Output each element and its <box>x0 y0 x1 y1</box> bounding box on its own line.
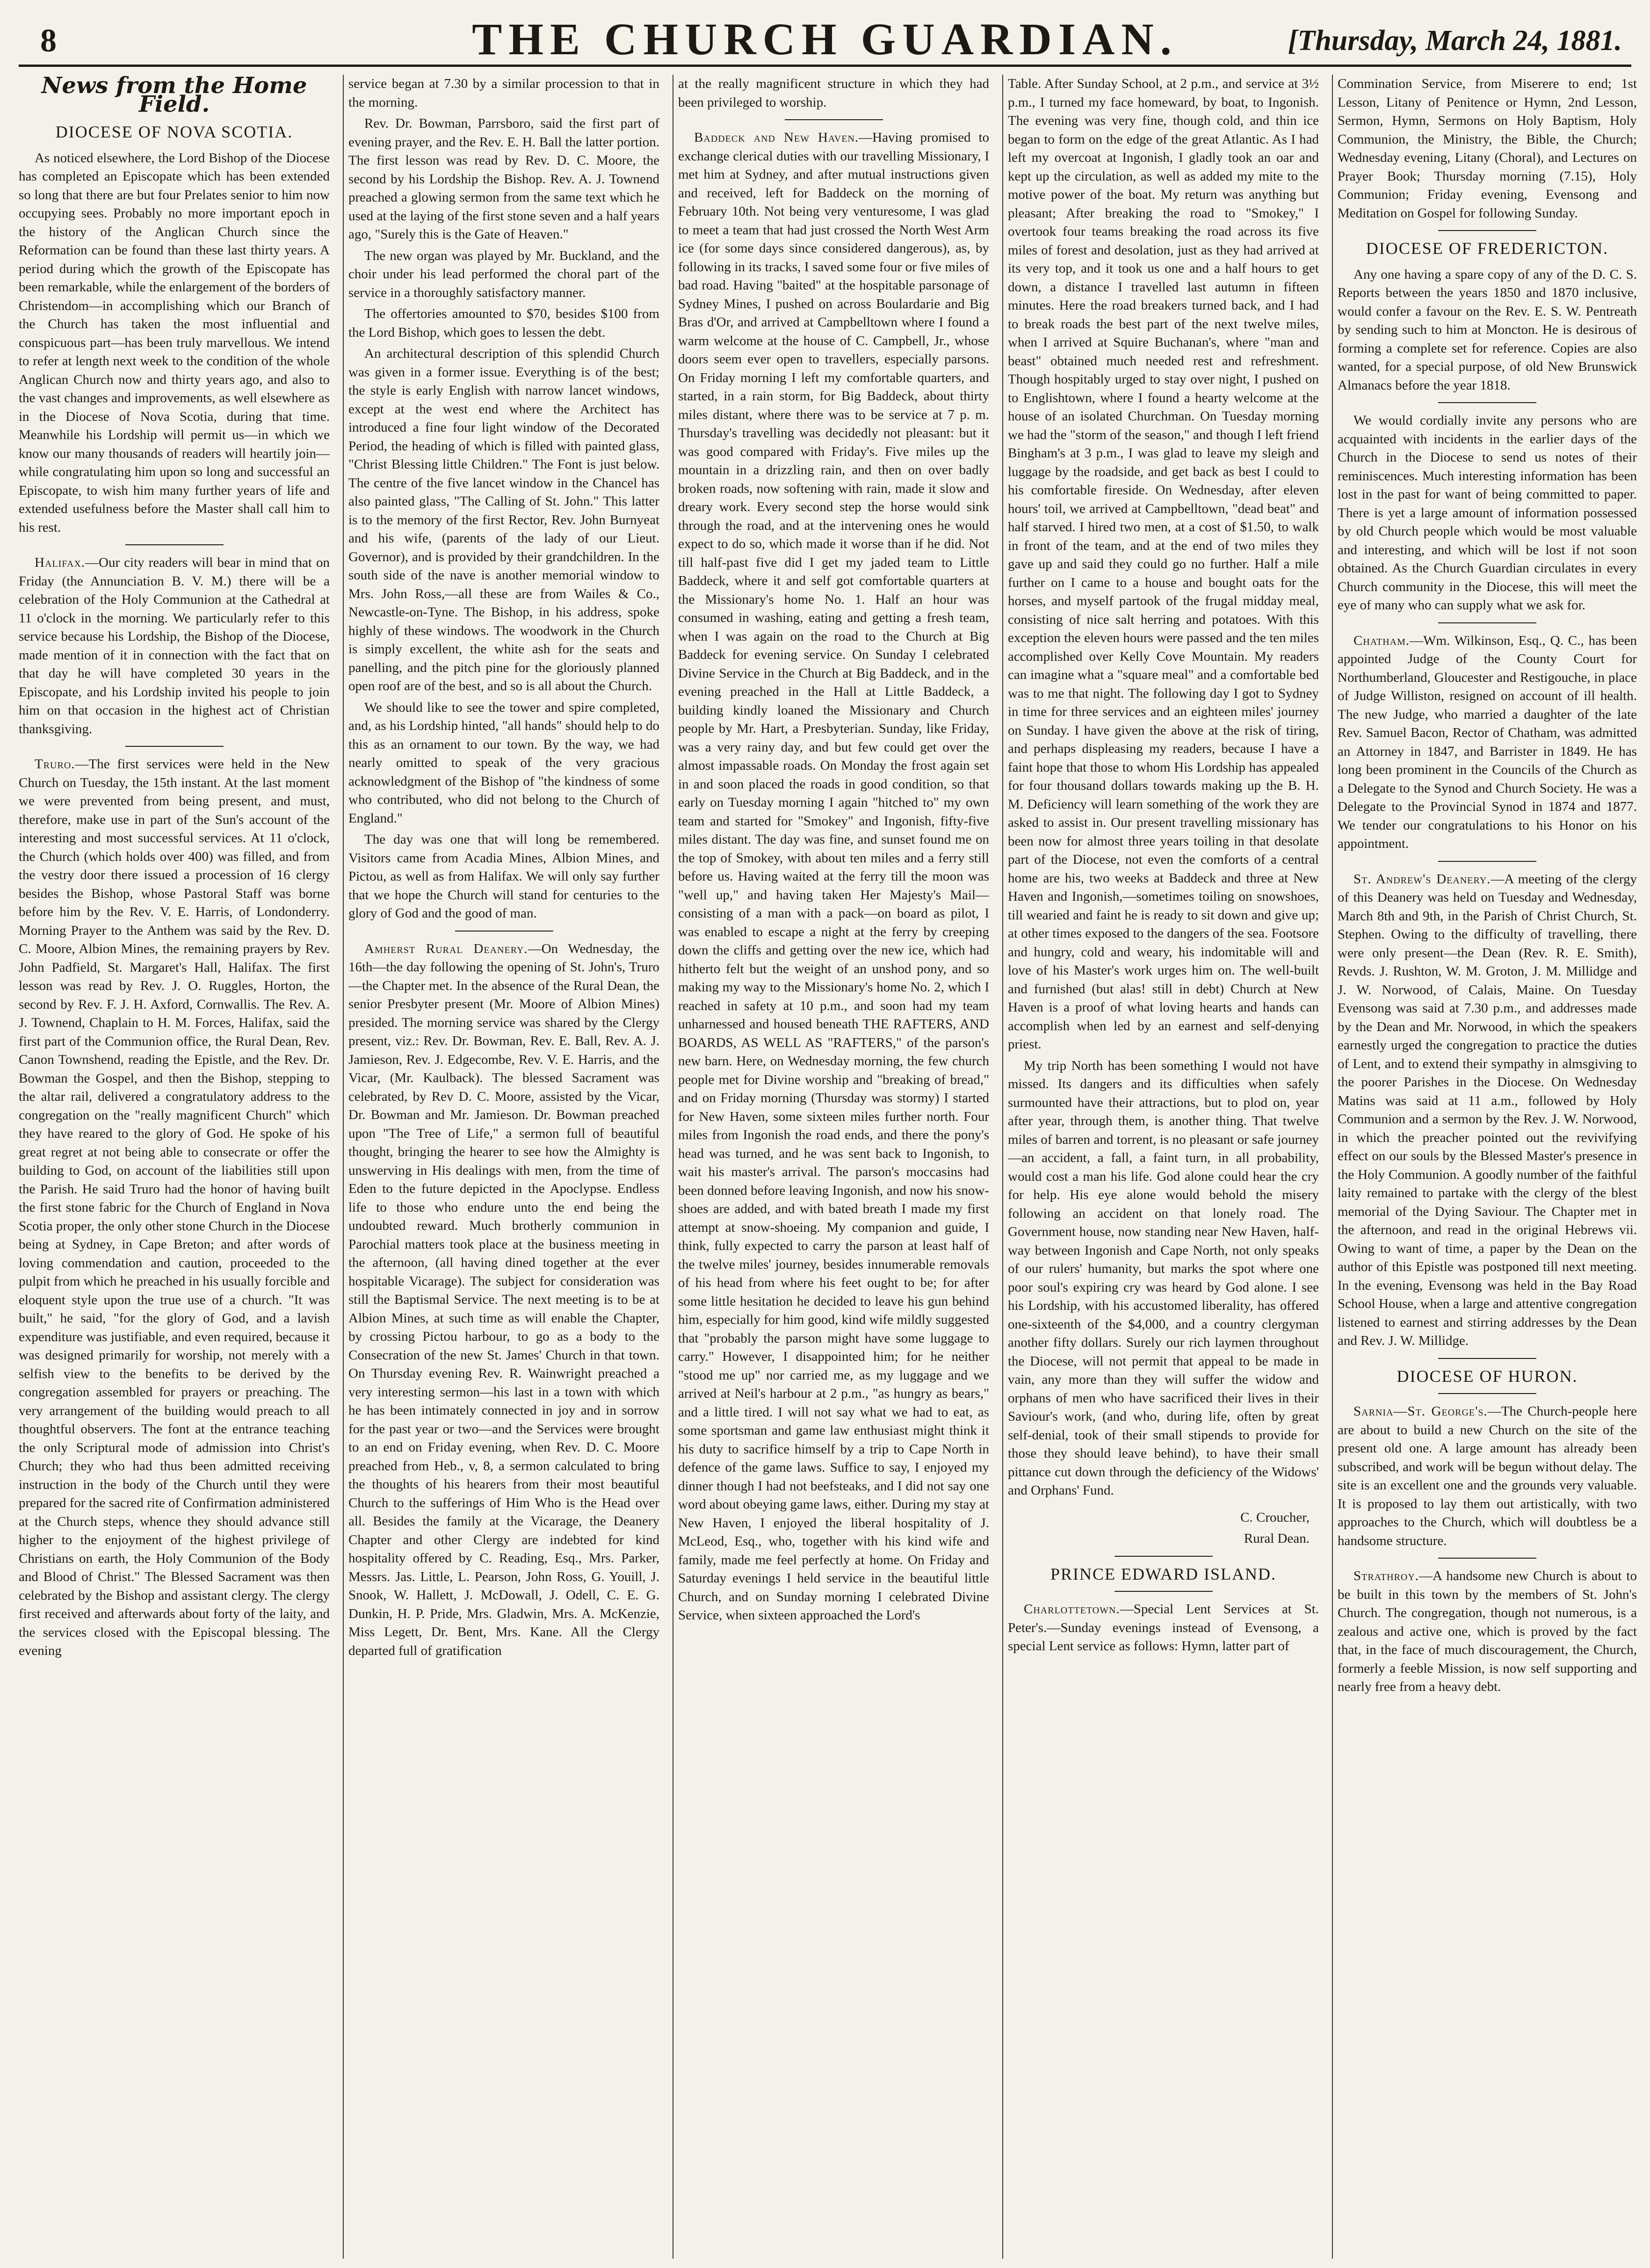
diocese-heading-nova-scotia: DIOCESE OF NOVA SCOTIA. <box>55 123 293 141</box>
article-paragraph: at the really magnificent structure in which they had been privileged to worship. <box>678 76 989 110</box>
divider <box>785 119 883 120</box>
article-paragraph: Strathroy.—A handsome new Church is about to be built in this town by the members of St. John's Church. The congregation, though not numerous, is a zealous and active one, which is proved by the fact that, in the face of much discouragement, the Church, formerly a feeble Mission, is now self supporting and nearly free from a heavy debt. <box>1338 1568 1637 1694</box>
divider <box>1438 1393 1536 1394</box>
divider <box>1114 1556 1213 1557</box>
newspaper-title: THE CHURCH GUARDIAN. <box>472 14 1178 64</box>
divider <box>1438 230 1536 231</box>
article-paragraph: St. Andrew's Deanery.—A meeting of the clergy of this Deanery was held on Tuesday and Wednesday, March 8th and 9th, in the Parish of Christ Church, St. Stephen. Owing to the difficulty of travelling, there were only present—the Dean (Rev. R. E. Smith), Revds. J. Rushton, W. M. Groton, J. M. Millidge and J. W. Norwood, of Calais, Maine. On Tuesday Evensong was said at 7.30 p.m., and addresses made by the Dean and Mr. Norwood, in which the speakers earnestly urged the congregation to practice the duties of Lent, and to extend their sympathy in almsgiving to the poorer Parishes in the Diocese. On Wednesday Matins was said at 11 a.m., followed by Holy Communion and a sermon by the Rev. J. W. Norwood, in which the preacher pointed out the revivifying effect on our souls by the Blessed Master's presence in the Holy Communion. A goodly number of the faithful laity remained to partake with the clergy of the blest memorial of the Dying Saviour. The Chapter met in the afternoon, and read in the original Hebrews vii. Owing to want of time, a paper by the Dean on the author of this Epistle was postponed till next meeting. In the evening, Evensong was held in the Bay Road School House, when a large and attentive congregation listened to earnest and stirring addresses by the Dean and Rev. J. W. Millidge. <box>1338 871 1637 1348</box>
article-paragraph: Charlottetown.—Special Lent Services at St. Peter's.—Sunday evenings instead of Evensong, a special Lent service as follows: Hymn, latter part of <box>1008 1602 1319 1654</box>
article-paragraph: An architectural description of this splendid Church was given in a former issue. Everything is of the best; the style is early English with narrow lancet windows, except at the west end where the Architect has introduced a fine four light window of the Decorated Period, the heading of which is filled with painted glass, "Christ Blessing little Children." The Font is just below. The centre of the five lancet window in the Chancel has also painted glass, "The Calling of St. John." This latter is to the memory of the first Rector, Rev. John Burnyeat and his wife, (parents of the lady of our Lieut. Governor), and is provided by their grandchildren. In the south side of the nave is another memorial window to Mrs. John Ross,—all these are from Wailes & Co., Newcastle-on-Tyne. The Bishop, in his address, spoke highly of these windows. The woodwork in the Church is simply excellent, the white ash for the seats and panelling, and the pitch pine for the gloriously planned open roof are of the best, and so is all about the Church. <box>348 346 659 693</box>
issue-date: [Thursday, March 24, 1881. <box>1288 25 1622 57</box>
article-paragraph: service began at 7.30 by a similar procession to that in the morning. <box>348 76 659 110</box>
article-paragraph: As noticed elsewhere, the Lord Bishop of the Diocese has completed an Episcopate which has been extended so long that there are but four Prelates senior to him now occupying sees. Probably no more important epoch in the history of the Anglican Church since the Reformation can be found than these last thirty years. A period during which the growth of the Episcopate has been remarkable, while the enlargement of the borders of Christendom—in accomplishing which our Branch of the Church has taken the most influential and conspicuous part—has been truly marvellous. We intend to refer at length next week to the condition of the whole Anglican Church now and thirty years ago, and also to the vast changes and improvements, as well elsewhere as in the Diocese of Nova Scotia, during that time. Meanwhile his Lordship will permit us—in which we know our many thousands of readers will heartily join—while congratulating him upon so long and successful an Episcopate, to wish him many further years of life and extended usefulness before the Master shall call him to his rest. <box>19 150 330 535</box>
article-paragraph: Commination Service, from Miserere to end; 1st Lesson, Litany of Penitence or Hymn, 2nd Lesson, Sermon, Hymn, Sermons on Holy Baptism, Holy Communion, the Ministry, the Bible, the Church; Wednesday evening, Litany (Choral), and Lectures on Prayer Book; Thursday morning (7.15), Holy Communion; Friday evening, Evensong and Meditation on Gospel for following Sunday. <box>1338 76 1637 221</box>
column-4 <box>1008 75 1319 2259</box>
article-paragraph: The day was one that will long be remembered. Visitors came from Acadia Mines, Albion Mines, and Pictou, as well as from Halifax. We will only say further that we hope the Church will stand for centuries to the glory of God and the good of man. <box>348 832 659 921</box>
column-rule <box>1332 75 1333 2259</box>
author-title: Rural Dean. <box>1244 1531 1310 1546</box>
divider <box>1438 402 1536 403</box>
article-paragraph: We would cordially invite any persons who are acquainted with incidents in the earlier days of the Church in the Diocese to send us notes of their reminiscences. Much interesting information has been lost in the past for want of being committed to paper. There is yet a large amount of information possessed by old Church people which would be most valuable and interesting, and which will be lost if not soon obtained. As the Church Guardian circulates in every Church community in the Diocese, this will meet the eye of many who can supply what we ask for. <box>1338 413 1637 613</box>
column-5 <box>1338 75 1637 2259</box>
column-1 <box>19 75 330 2259</box>
article-lead: Amherst Rural Deanery. <box>364 941 528 956</box>
article-paragraph: The new organ was played by Mr. Buckland, and the choir under his lead performed the choral part of the service in a thoroughly satisfactory manner. <box>348 248 659 300</box>
article-paragraph: Any one having a spare copy of any of the D. C. S. Reports between the years 1850 and 1870 inclusive, would confer a favour on the Rev. E. S. W. Pentreath by sending such to him at Moncton. He is desirous of forming a complete set for reference. Copies are also wanted, for a special purpose, of old New Brunswick Almanacs before the year 1818. <box>1338 267 1637 393</box>
article-paragraph: Halifax.—Our city readers will bear in mind that on Friday (the Annunciation B. V. M.) there will be a celebration of the Holy Communion at the Cathedral at 11 o'clock in the morning. We particularly refer to this service because his Lordship, the Bishop of the Diocese, made mention of it in connection with the fact that on that day he will have completed 30 years in the Episcopate, and his Lordship invited his people to join him on that occasion in the highest act of Christian thanksgiving. <box>19 555 330 737</box>
article-lead: Sarnia—St. George's. <box>1353 1404 1488 1419</box>
article-paragraph: We should like to see the tower and spire completed, and, as his Lordship hinted, "all hands" should help to do this as an ornament to our town. By the way, we had nearly omitted to speak of the very gracious acknowledgment of the Bishop of "the kindness of some who contributed, who did not belong to the Church of England." <box>348 700 659 826</box>
divider <box>1114 1591 1213 1592</box>
divider <box>125 544 224 545</box>
divider <box>1438 1358 1536 1359</box>
article-paragraph: My trip North has been something I would not have missed. Its dangers and its difficulties when safely surmounted have their attractions, but to plod on, year after year, through them, is another thing. That twelve miles of barren and torrent, is no pleasant or safe journey—an accident, a fall, a faint turn, in all probability, would cost a man his life. God alone could hear the cry for help. His eye alone would behold the misery following an accident on that lonely road. The Government house, now standing near New Haven, half-way between Ingonish and Cape North, not only speaks of our rulers' humanity, but marks the spot where one poor soul's expiring cry was heard by God alone. I see his Lordship, with his accustomed liberality, has offered one-sixteenth of the $4,000, and a country clergyman another fifty dollars. Surely our rich laymen throughout the Diocese, will not permit that appeal to be made in vain, any more than they will suffer the widow and orphans of men who have sacrificed their lives in their Saviour's work, (and who, during life, often by great self-denial, took of their small stipends to provide for those they should leave behind), to have their small pittance cut down through the deficiency of the Widows' and Orphans' Fund. <box>1008 1058 1319 1498</box>
article-paragraph: Amherst Rural Deanery.—On Wednesday, the 16th—the day following the opening of St. John's, Truro—the Chapter met. In the absence of the Rural Dean, the senior Presbyter present (Mr. Moore of Albion Mines) presided. The morning service was shared by the Clergy present, viz.: Rev. Dr. Bowman, Rev. E. Ball, Rev. A. J. Jamieson, Rev. J. Edgecombe, Rev. V. E. Harris, and the Vicar, (Mr. Kaulback). The blessed Sacrament was celebrated, by Rev D. C. Moore, assisted by the Vicar, Dr. Bowman and Mr. Jamieson. Dr. Bowman preached upon "The Tree of Life," a sermon full of beautiful thought, bringing the hearer to see how the Almighty is unswerving in His dealings with men, from the time of Eden to the future depicted in the Apoclypse. Endless life to those who endure unto the end being the undoubted reward. Much brotherly communion in Parochial matters took place at the business meeting in the afternoon, (all having dined together at the ever hospitable Vicarage). The subject for consideration was still the Baptismal Service. The next meeting is to be at Albion Mines, at such time as will enable the Chapter, by crossing Pictou harbour, to go as a body to the Consecration of the new St. James' Church in that town. On Thursday evening Rev. R. Wainwright preached a very interesting sermon—his last in a town with which he has been intimately connected in joy and in sorrow for the past year or two—and the Services were brought to an end on Friday evening, when Rev. D. C. Moore preached from Heb., v, 8, a sermon calculated to bring the thoughts of his hearers from their most beautiful Church to the sufferings of Him Who is the Head over all. Besides the family at the Vicarage, the Deanery Chapter and other Clergy are indebted for kind hospitality offered by C. Reading, Esq., Mrs. Parker, Messrs. Jas. Little, L. Pearson, John Ross, G. Youill, J. Snook, W. Hallett, J. McDowall, J. Odell, C. E. G. Dunkin, H. P. Pride, Mrs. Gladwin, Mrs. A. McKenzie, Miss Legett, Dr. Bent, Mrs. Kane. All the Clergy departed full of gratification <box>348 941 659 1658</box>
article-paragraph: Chatham.—Wm. Wilkinson, Esq., Q. C., has been appointed Judge of the County Court for Northumberland, Gloucester and Restigouche, in place of Judge Williston, resigned on account of ill health. The new Judge, who married a daughter of the late Rev. Samuel Bacon, Rector of Chatham, was admitted an Attorney in 1847, and Barrister in 1849. He has long been prominent in the Councils of the Church as a Delegate to the Synod and Church Society. He was a Delegate to the Provincial Synod in 1874 and 1877. We tender our congratulations to his Honor on his appointment. <box>1338 633 1637 851</box>
article-lead: Charlottetown. <box>1024 1602 1120 1617</box>
column-2 <box>348 75 659 2259</box>
article-paragraph: Rev. Dr. Bowman, Parrsboro, said the first part of evening prayer, and the Rev. E. H. Ball the latter portion. The first lesson was read by Rev. D. C. Moore, the second by his Lordship the Bishop. Rev. A. J. Townend preached a glowing sermon from the same text which he used at the laying of the first stone seven and a half years ago, "Surely this is the Gate of Heaven." <box>348 116 659 242</box>
article-lead: Chatham. <box>1353 633 1410 648</box>
column-rule <box>1002 75 1003 2259</box>
article-lead: St. Andrew's Deanery. <box>1353 871 1491 887</box>
column-3 <box>678 75 989 2259</box>
masthead <box>19 8 1631 67</box>
diocese-heading-pei: PRINCE EDWARD ISLAND. <box>1050 1564 1276 1583</box>
article-lead: Truro. <box>35 757 75 772</box>
article-paragraph: The offertories amounted to $70, besides $100 from the Lord Bishop, which goes to lessen the debt. <box>348 306 659 340</box>
divider <box>1438 861 1536 862</box>
article-paragraph: Truro.—The first services were held in the New Church on Tuesday, the 15th instant. At the last moment we were prevented from being present, and must, therefore, make use in part of the Sun's account of the interesting and most successful services. At 11 o'clock, the Church (which holds over 400) was filled, and from the vestry door there issued a procession of 16 clergy besides the Bishop, whose Pastoral Staff was borne before him by the Rev. V. E. Harris, of Londonderry. Morning Prayer to the Anthem was said by the Rev. D. C. Moore, Albion Mines, the remaining prayers by Rev. John Padfield, St. Margaret's Hall, Halifax. The first lesson was read by Rev. J. O. Ruggles, Horton, the second by Rev. F. J. H. Axford, Cornwallis. The Rev. A. J. Townend, Chaplain to H. M. Forces, Halifax, said the first part of the Communion office, the Rural Dean, Rev. Canon Townshend, reading the Epistle, and the Rev. Dr. Bowman the Gospel, and then the Bishop, stepping to the altar rail, delivered a congratulatory address to the congregation on the "really magnificent Church" which they have reared to the glory of God. He spoke of his great regret at not being able to consecrate or offer the building to God, on account of the liabilities still upon the Parish. He said Truro had the honor of having built the first stone fabric for the Church of England in Nova Scotia proper, the only other stone Church in the Diocese being at Sydney, in Cape Breton; and after words of loving commendation and caution, proceeded to the pulpit from which he preached in his usually forcible and eloquent style upon the true use of a church. "It was built," he said, "for the glory of God, and a lavish expenditure was justifiable, and even required, because it was designed primarily for worship, not merely with a selfish view to the benefits to be derived by the congregation assembled for prayers or preaching. The very arrangement of the building would preach to all thoughtful observers. The font at the entrance teaching the only Scriptural mode of admission into Christ's Church; they who had thus been admitted receiving instruction in the body of the Church until they were prepared for the sacred rite of Confirmation administered at the Church steps, whence they should advance still higher to the enjoyment of the highest privilege of Christians on earth, the Holy Communion of the Body and Blood of Christ." The Blessed Sacrament was then celebrated by the Bishop and assistant clergy. The clergy first received and afterwards about forty of the laity, and the services closed with the Episcopal blessing. The evening <box>19 757 330 1658</box>
divider <box>455 931 553 932</box>
article-paragraph: Table. After Sunday School, at 2 p.m., and service at 3½ p.m., I turned my face homeward, by boat, to Ingonish. The evening was very fine, though cold, and thin ice began to form on the edge of the great Atlantic. As I had left my overcoat at Ingonish, I gladly took an oar and kept up the circulation, as well as added my mite to the motive power of the boat. My return was anything but pleasant; After breaking the road to "Smokey," I overtook four teams breaking the road across its five miles of forest and desolation, just as they had arrived at its very top, and it took us one and a half hours to get down, a distance I travelled last autumn in fifteen minutes. Here the road breakers turned back, and I had to break roads the best part of the next twelve miles, when I arrived at Squire Buchanan's, where "man and beast" obtained much needed rest and refreshment. Though hospitably urged to stay over night, I pushed on to Englishtown, where I found a hearty welcome at the house of an isolated Churchman. On Tuesday morning we had the "storm of the season," and though I left friend Bingham's at 3 p.m., I was glad to leave my sleigh and luggage by the roadside, and get back as best I could to his comfortable fireside. On Wednesday, after eleven hours' toil, we arrived at Campbelltown, "dead beat" and half starved. I hired two men, at a cost of $1.50, to walk in front of the team, and at the end of two miles they gave up and said they could go no further. Half a mile further on I came to a house and bought oats for the horses, and myself partook of the frugal midday meal, consisting of nice salt herring and potatoes. With this exception the eleven hours were passed and the ten miles accomplished over Kelly Cove Mountain. My readers can imagine what a "square meal" and a comfortable bed was to me that night. The following day I got to Sydney in time for three services and an eighteen miles' journey on Sunday. I have given the above at the risk of tiring, and perhaps displeasing my readers, because I have a faint hope that those to whom His Lordship has appealed for four thousand dollars towards making up the B. H. M. Deficiency will learn something of the work they are asked to assist in. Our present travelling missionary has been now for almost three years toiling in that desolate part of the Diocese, not even the comforts of a central home are his, two weeks at Baddeck and three at New Haven and Ingonish,—sometimes toiling on snowshoes, till wearied and faint he is ready to sit down and give up; at other times exposed to the dangers of the sea. Footsore and hungry, cold and weary, his indomitable will and love of his Master's work urges him on. The well-built and furnished (but alas! still in debt) Church at New Haven is a proof of what loving hearts and hands can accomplish when led by an earnest and self-denying priest. <box>1008 76 1319 1052</box>
article-paragraph: Baddeck and New Haven.—Having promised to exchange clerical duties with our travelling Missionary, I met him at Sydney, and after mutual instructions given and received, left for Baddeck on the morning of February 10th. Not being very venturesome, I was glad to meet a team that had just crossed the North West Arm ice (for some days since considered dangerous), as, by following in its tracks, I saved some four or five miles of bad road. Having "baited" at the hospitable parsonage of Sydney Mines, I pushed on across Boulardarie and Big Bras d'Or, and arrived at Campbelltown where I found a warm welcome at the house of C. Campbell, Jr., whose doors seem ever open to travellers, especially parsons. On Friday morning I left my comfortable quarters, and started, in a rain storm, for Big Baddeck, about thirty miles distant, where there was to be service at 7 p. m. Thursday's travelling was decidedly not pleasant: but it was good compared with Friday's. Five miles up the mountain in a drizzling rain, and then on over badly broken roads, now softening with rain, made it slow and dreary work. Every second step the horse would sink through the road, and at the intervening ones he would expect to do so, which made it worse than if he did. Not till half-past five did I get my jaded team to Little Baddeck, where it and self got comfortable quarters at the Missionary's home No. 1. Half an hour was consumed in washing, eating and getting a fresh team, when I was again on the road to the Church at Big Baddeck for evening service. On Sunday I celebrated Divine Service in the Church at Big Baddeck, and in the evening preached in the Hall at Little Baddeck, a building kindly loaned the Missionary and Church people by Mr. Hart, a Presbyterian. Sunday, like Friday, was a very rainy day, and but few could get over the almost impassable roads. On Monday the frost again set in and soon placed the roads in good condition, so that early on Tuesday morning I again "hitched to" my own team and started for "Smokey" and Ingonish, fifty-five miles distant. The day was fine, and sunset found me on the top of Smokey, with about ten miles and a ferry still before us. Having waited at the ferry till the moon was "well up," and having taken Her Majesty's Mail—consisting of a man with a pack—on board as pilot, I was enabled to escape a night at the ferry by creeping down the cliffs and getting over the new ice, which had hitherto felt but the weight of an unshod pony, and so making my way to the Missionary's home No. 2, which I reached in safety at 10 p.m., and soon had my team unharnessed and housed beneath THE RAFTERS, AND BOARDS, AS WELL AS "RAFTERS," of the parson's new barn. Here, on Wednesday morning, the few church people met for Divine worship and "breaking of bread," and on Friday morning (Thursday was stormy) I started for New Haven, some sixteen miles further north. Four miles from Ingonish the road ends, and there the pony's head was turned, and he was sent back to Ingonish, to wait his master's arrival. The parson's moccasins had been donned before leaving Ingonish, and now his snow-shoes are added, and with bated breath I made my first attempt at snow-shoeing. My companion and guide, I think, fully expected to carry the parson at least half of the twelve miles' journey, besides innumerable removals of his head from where his feet ought to be; for after some little hesitation he decided to leave his gun behind him, especially for him good, kind wife mildly suggested that "probably the parson might have some luggage to carry." However, I disappointed him; for he neither "stood me up" nor carried me, as my luggage and we arrived at Neil's harbour at 2 p.m., "as hungry as bears," and a little tired. I will not say what we had to eat, as some sportsman and game law enthusiast might think it his duty to sacrifice himself by a trip to Cape North in defence of the game laws. Suffice to say, I enjoyed my dinner though I had not beefsteaks, and I did not say one word about obeying game laws, either. During my stay at New Haven, I enjoyed the liberal hospitality of J. McLeod, Esq., who, together with his kind wife and family, made me feel perfectly at home. On Friday and Saturday evenings I held service in the beautiful little Church, and on Sunday morning I celebrated Divine Service, when sixteen approached the Lord's <box>678 130 989 1623</box>
column-rule <box>343 75 344 2259</box>
divider <box>1438 1558 1536 1559</box>
article-lead: Strathroy. <box>1353 1568 1419 1583</box>
article-lead: Baddeck and New Haven. <box>694 130 859 145</box>
divider <box>125 746 224 747</box>
article-lead: Halifax. <box>35 555 86 570</box>
diocese-heading-fredericton: DIOCESE OF FREDERICTON. <box>1366 239 1609 258</box>
page-number: 8 <box>40 23 57 59</box>
article-paragraph: Sarnia—St. George's.—The Church-people here are about to build a new Church on the site of the present old one. A large amount has already been subscribed, and work will be begun without delay. The site is an excellent one and the grounds very valuable. It is proposed to lay them out artistically, with two approaches to the Church, which will doubtless be a handsome structure. <box>1338 1404 1637 1548</box>
section-heading: News from the Home Field. <box>41 75 307 117</box>
author-signature: C. Croucher, <box>1240 1510 1310 1525</box>
divider <box>1438 622 1536 623</box>
diocese-heading-huron: DIOCESE OF HURON. <box>1397 1366 1578 1386</box>
